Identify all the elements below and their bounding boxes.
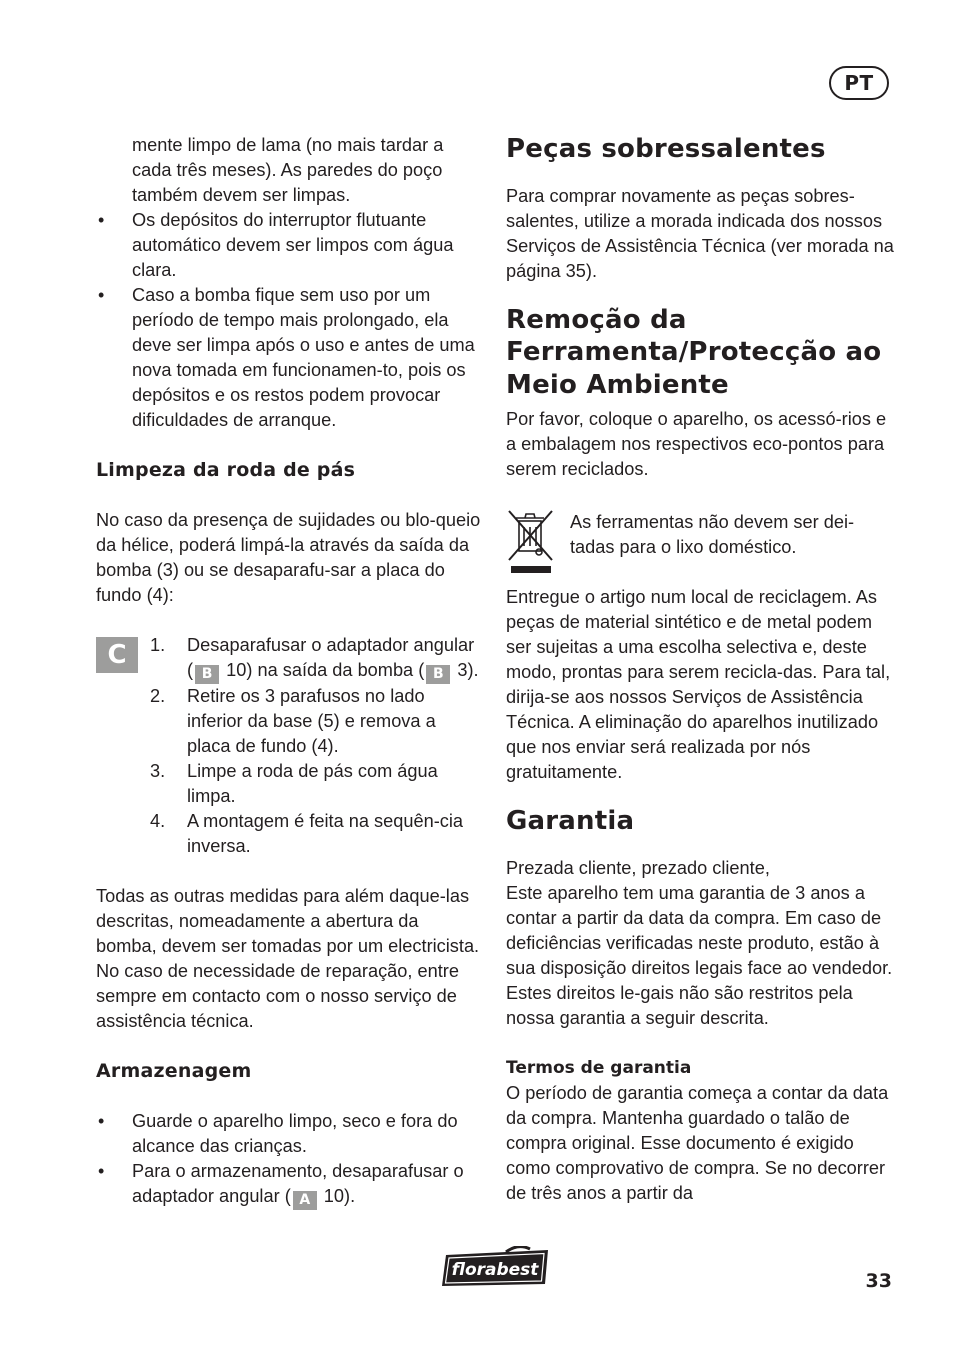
list-item: • Caso a bomba fique sem uso por um período de tempo mais prolongado, ela deve ser limpa após o uso e antes de uma nova tomada em funcionamen-to, pois os depósitos e os restos podem provocar dificuldades de arranque.	[96, 283, 484, 433]
florabest-logo	[438, 1246, 552, 1288]
list-item: • Guarde o aparelho limpo, seco e fora do alcance das crianças.	[96, 1109, 484, 1159]
step-text: Desaparafusar o adaptador angular (	[187, 635, 475, 680]
storage-text: 10).	[318, 1186, 356, 1206]
list-item	[150, 759, 484, 809]
warranty-heading: Garantia	[506, 806, 635, 836]
continuation-paragraph: mente limpo de lama (no mais tardar a cada três meses). As paredes do poço também devem ser limpas.	[132, 135, 444, 205]
step-text: A montagem é feita na sequên-cia inversa.	[187, 811, 464, 856]
figure-a-reference: A	[293, 1191, 317, 1210]
spare-parts-paragraph: Para comprar novamente as peças sobres-salentes, utilize a morada indicada dos nossos Serviços de Assistência Técnica (ver morada na página 35).	[506, 185, 894, 281]
warranty-paragraph: Este aparelho tem uma garantia de 3 anos a contar a partir da data da compra. Em caso de deficiências verificadas neste produto, estão à sua disposição direitos legais face ao vendedor. Estes direitos le-gais não são restritos pela nossa garantia a seguir descrita.	[506, 882, 893, 1028]
step-number: 4.	[150, 811, 166, 831]
recycling-paragraph: Entregue o artigo num local de reciclagem. As peças de material sintético e de metal podem ser sujeitas a uma escolha selectiva e, deste modo, prontas para serem recicla-das. Para tal, dirija-se aos nossos Serviços de Assistência Técnica. A eliminação do aparelhos inutilizado que nos enviar será realizada por nós gratuitamente.	[506, 587, 891, 782]
spare-parts-heading: Peças sobressalentes	[506, 134, 826, 164]
right-column	[506, 133, 896, 1206]
steps-list	[150, 633, 484, 859]
figure-b-reference: B	[426, 665, 450, 684]
weee-text: As ferramentas não devem ser dei-tadas para o lixo doméstico.	[570, 512, 855, 557]
warranty-salutation: Prezada cliente, prezado cliente,	[506, 857, 770, 878]
cleaning-steps	[96, 633, 484, 859]
list-item	[150, 684, 484, 759]
step-text: Limpe a roda de pás com água limpa.	[187, 761, 438, 806]
storage-text: Para o armazenamento, desaparafusar o adaptador angular (	[132, 1161, 464, 1206]
impeller-intro-paragraph: No caso da presença de sujidades ou blo-queio da hélice, poderá limpá-la através da saída da bomba (3) ou se desaparafu-sar a placa do fundo (4):	[96, 510, 481, 605]
figure-c-badge: C	[96, 637, 138, 673]
page-number: 33	[865, 1270, 892, 1292]
crossed-out-wheelie-bin-icon	[506, 508, 556, 576]
logo-text: florabest	[451, 1260, 539, 1280]
figure-b-reference: B	[195, 665, 219, 684]
list-item	[150, 809, 484, 859]
step-text: Retire os 3 parafusos no lado inferior da base (5) e remova a placa de fundo (4).	[187, 686, 436, 756]
step-text: 10) na saída da bomba (	[221, 660, 425, 680]
storage-bullet-list	[96, 1109, 484, 1210]
weee-notice	[506, 510, 896, 582]
step-number: 3.	[150, 761, 166, 781]
disposal-heading: Remoção da Ferramenta/Protecção ao Meio Ambiente	[506, 304, 882, 400]
cleaning-bullet-list	[96, 208, 484, 433]
warranty-terms-paragraph: O período de garantia começa a contar da data da compra. Mantenha guardado o talão de compra original. Esse documento é exigido como comprovativo de compra. Se no decorrer de três anos a partir da	[506, 1082, 889, 1203]
warranty-terms-heading: Termos de garantia	[506, 1057, 692, 1078]
list-item	[150, 633, 484, 684]
left-column	[96, 133, 484, 1210]
step-number: 1.	[150, 635, 166, 655]
disposal-paragraph: Por favor, coloque o aparelho, os acessó-rios e a embalagem nos respectivos eco-pontos para serem reciclados.	[506, 409, 887, 479]
other-measures-paragraph: Todas as outras medidas para além daque-las descritas, nomeadamente a abertura da bomba, devem ser tomadas por um electricista. No caso de necessidade de reparação, entre sempre em contacto com o nosso serviço de assistência técnica.	[96, 886, 480, 1031]
list-item	[96, 1159, 484, 1210]
impeller-cleaning-heading: Limpeza da roda de pás	[96, 459, 356, 481]
step-number: 2.	[150, 686, 166, 706]
language-badge: PT	[829, 66, 889, 100]
list-item: • Os depósitos do interruptor flutuante automático devem ser limpos com água clara.	[96, 208, 484, 283]
storage-heading: Armazenagem	[96, 1060, 252, 1082]
step-text: 3).	[452, 660, 479, 680]
